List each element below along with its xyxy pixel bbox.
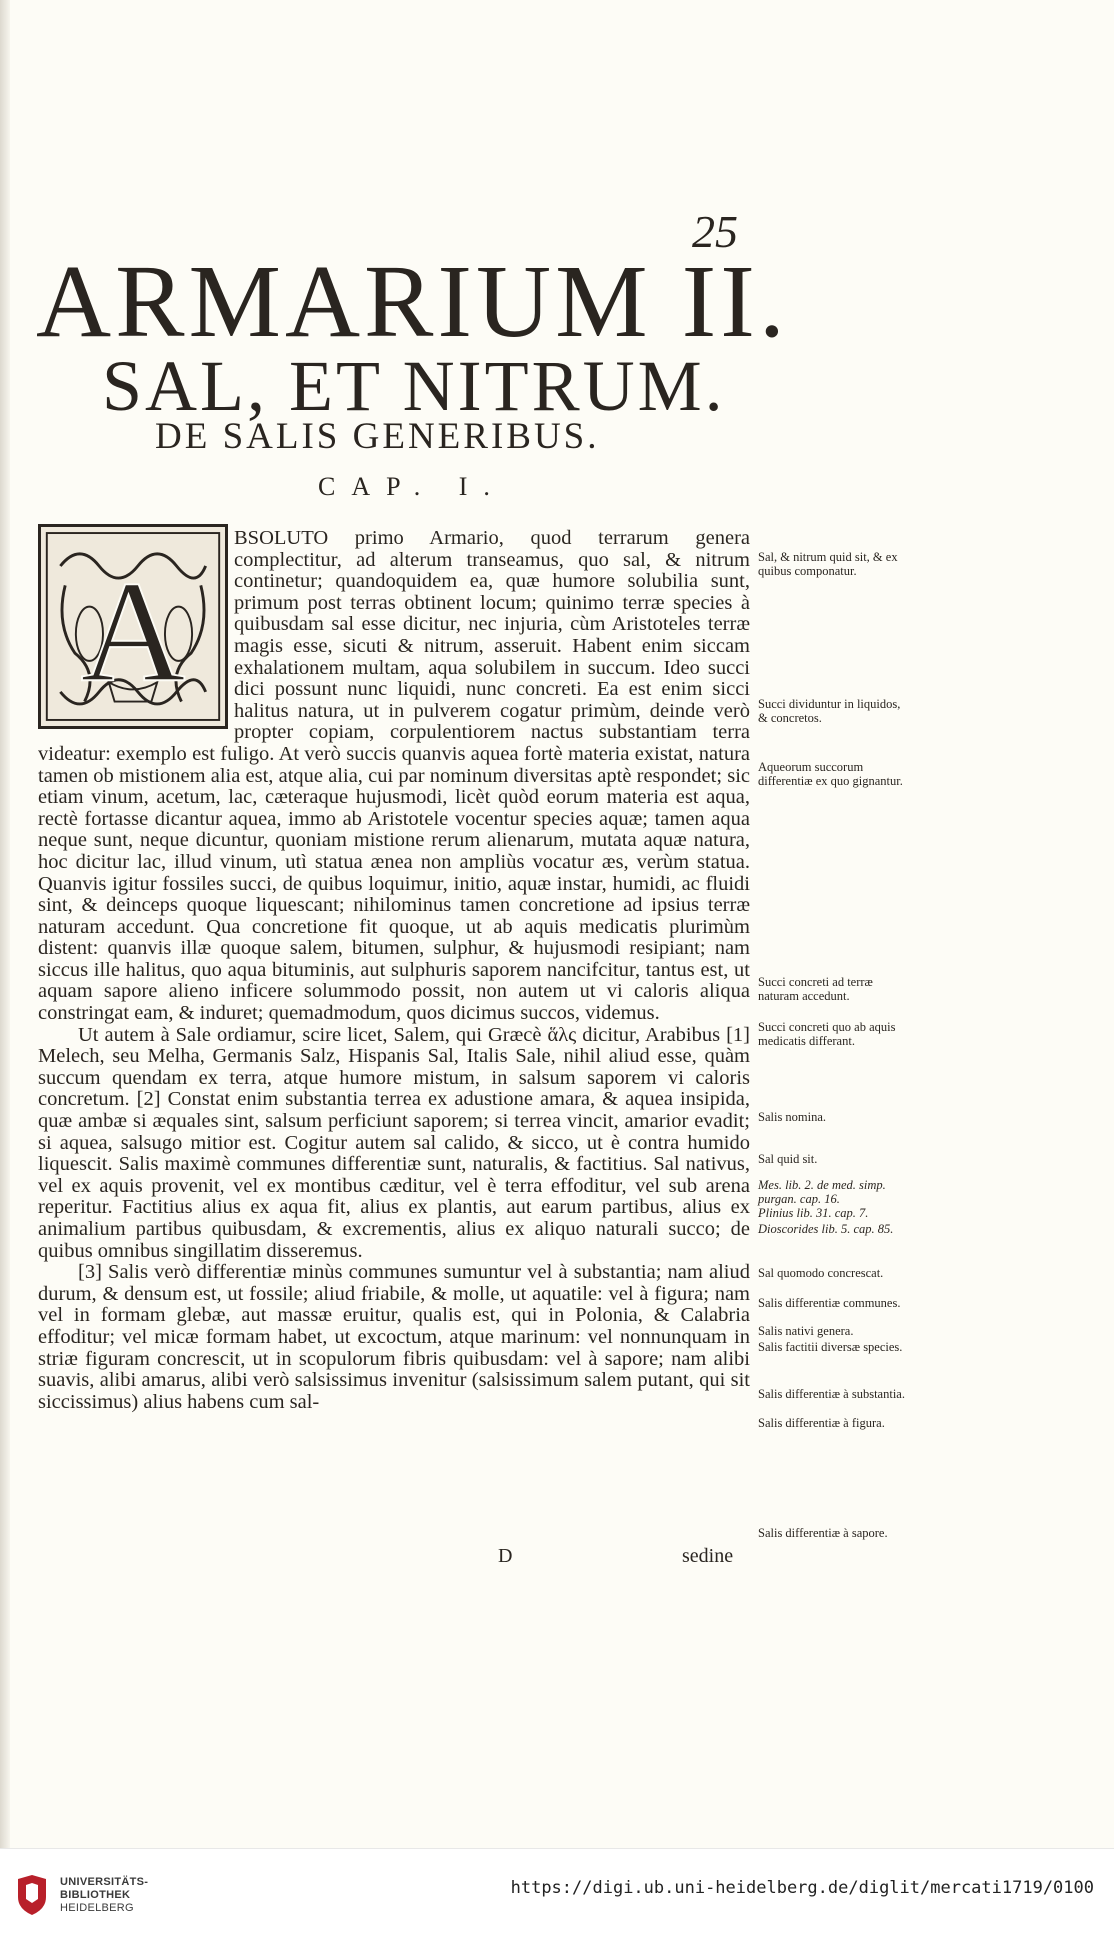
- paragraph-2: Ut autem à Sale ordiamur, scire licet, Salem, qui Græcè ἅλς dicitur, Arabibus [1] Melech, seu Melha, Germanis Salz, Hispanis Sal, Italis Sale, nihil aliud esse, quàm succum quendam ex terra, atque humore mistum, in salsum saporem vi caloris concretum. [2] Constat enim substantia terrea ex adustione amara, & aquea insipida, quæ ambæ si æquales sint, salsum perficiunt saporem; si terrea vincit, amarior evadit; si aquea, salsugo mitior est. Cogitur autem sal calido, & sicco, ut è contra humido liquescit. Salis maximè communes differentiæ sunt, naturalis, & factitius. Sal nativus, vel ex aquis provenit, vel ex montibus cæditur, vel è terra effoditur, vel sub arena reperitur. Factitius alius ex aqua fit, alius ex plantis, aut earum partibus, alius ex animalium partibus quibusdam, & excrementis, alius ex aliquo naturali succo; de quibus omnibus singillatim disseremus.: [38, 1023, 750, 1262]
- margin-note-15: Salis differentiæ à substantia.: [758, 1387, 905, 1401]
- margin-note-9: Plinius lib. 31. cap. 7.: [758, 1206, 869, 1220]
- svg-text:A: A: [80, 552, 186, 713]
- paragraph-3: [3] Salis verò differentiæ minùs communes sumuntur vel à substantia; nam aliud durum, & densum est, ut fossile; aliud friabile, & molle, ut aquatile: vel à figura; nam vel in formam glebæ, aut massæ eruitur, qualis est, qui in Polonia, & Calabria effoditur; vel micæ formam habet, ut excoctum, atque marinum: vel nonnunquam in striæ figuram concrescit, ut in scopulorum fibris quibusdam: vel à sapore; nam alibi suavis, alibi amarus, alibi verò salsissimus invenitur (salsissimum salem putant, qui sit siccissimus) alius habens cum sal-: [38, 1261, 750, 1413]
- margin-note-1: Sal, & nitrum quid sit, & ex quibus componatur.: [758, 550, 898, 578]
- viewer-footer: [0, 1848, 1114, 1936]
- page-url-link[interactable]: https://digi.ub.uni-heidelberg.de/diglit/mercati1719/0100: [510, 1878, 1094, 1898]
- margin-note-11: Sal quomodo concrescat.: [758, 1266, 884, 1280]
- chapter-heading: CAP. I.: [318, 472, 506, 501]
- margin-note-3: Aqueorum succorum differentiæ ex quo gignantur.: [758, 760, 903, 788]
- initial-spacer: [38, 528, 234, 736]
- title-armarium: ARMARIUM II.: [36, 244, 789, 359]
- margin-note-16: Salis differentiæ à figura.: [758, 1416, 885, 1430]
- margin-note-7: Sal quid sit.: [758, 1152, 818, 1166]
- margin-note-8: Mes. lib. 2. de med. simp. purgan. cap. 16.: [758, 1178, 886, 1206]
- title-de-salis-generibus: DE SALIS GENERIBUS.: [155, 416, 600, 457]
- margin-note-17: Salis differentiæ à sapore.: [758, 1526, 888, 1540]
- margin-note-13: Salis nativi genera.: [758, 1324, 854, 1338]
- page-number: 25: [692, 206, 738, 257]
- margin-note-4: Succi concreti ad terræ naturam accedunt.: [758, 975, 873, 1003]
- margin-note-6: Salis nomina.: [758, 1110, 827, 1124]
- main-text: [38, 528, 750, 1413]
- margin-note-2: Succi dividuntur in liquidos, & concretos.: [758, 697, 901, 725]
- catchword: sedine: [682, 1545, 734, 1567]
- university-library-logo-icon: [14, 1875, 50, 1915]
- paragraph-1: BSOLUTO primo Armario, quod terrarum genera complectitur, ad alterum transeamus, quo sal, & nitrum continetur; quandoquidem ea, quæ humore solubilia sunt, primum post terras obtinent locum; quinimo terræ species à quibusdam sal esse dicitur, nec injuria, cùm Aristoteles terræ magis esse, sicuti & nitrum, asseruit. Habent enim siccam exhalationem multam, aqua solubilem in succum. Ideo succi dici possunt nunc liquidi, nunc concreti. Ea est enim sicci halitus natura, ut in pulverem cogatur primùm, deinde verò propter copiam, corpulentiorem nactus substantiam terra videatur: exemplo est fuligo. At verò succis quanvis aquea fortè materia existat, natura tamen ob mistionem alia est, atque alia, cui par nominum diversitas aptè respondet; sic etiam vinum, acetum, lac, cæteraque hujusmodi, licèt quòd eorum materia est aqua, rectè fortasse dicantur aquea, immo ab Aristotele vocentur species aquæ; tamen aqua neque sunt, neque dicuntur, quoniam mistione rerum alienarum, mutata aquæ natura, hoc dicitur lac, illud vinum, utì statua ænea non ampliùs vocatur æs, verùm statua. Quanvis igitur fossiles succi, de quibus loquimur, initio, aquæ instar, humidi, ac fluidi sint, & deinceps quoque liquescant; nihilominus tamen concretione ad ipsius terræ naturam accedunt. Qua concretione fit quoque, ut ab aquis medicatis plurimùm distent: quanvis illæ quoque salem, bitumen, sulphur, & hujusmodi resipiant; nam siccus ille halitus, quo aqua bituminis, aut sulphuris saporem nancifcitur, tantus est, ut aquam sapore alieno inficere solummodo possit, non autem ut vi caloris aliqua constringat eam, & induret; quemadmodum, quos dicimus succos, videmus.: [38, 527, 750, 1025]
- margin-note-10: Dioscorides lib. 5. cap. 85.: [758, 1222, 894, 1236]
- title-sal-et-nitrum: SAL, ET NITRUM.: [102, 346, 726, 426]
- signature-mark: D: [498, 1545, 513, 1567]
- margin-note-5: Succi concreti quo ab aquis medicatis differant.: [758, 1020, 896, 1048]
- margin-note-14: Salis factitii diversæ species.: [758, 1340, 903, 1354]
- library-name: UNIVERSITÄTS- BIBLIOTHEK HEIDELBERG: [60, 1876, 149, 1914]
- margin-note-12: Salis differentiæ communes.: [758, 1296, 901, 1310]
- page-gutter-shadow: [0, 0, 10, 1935]
